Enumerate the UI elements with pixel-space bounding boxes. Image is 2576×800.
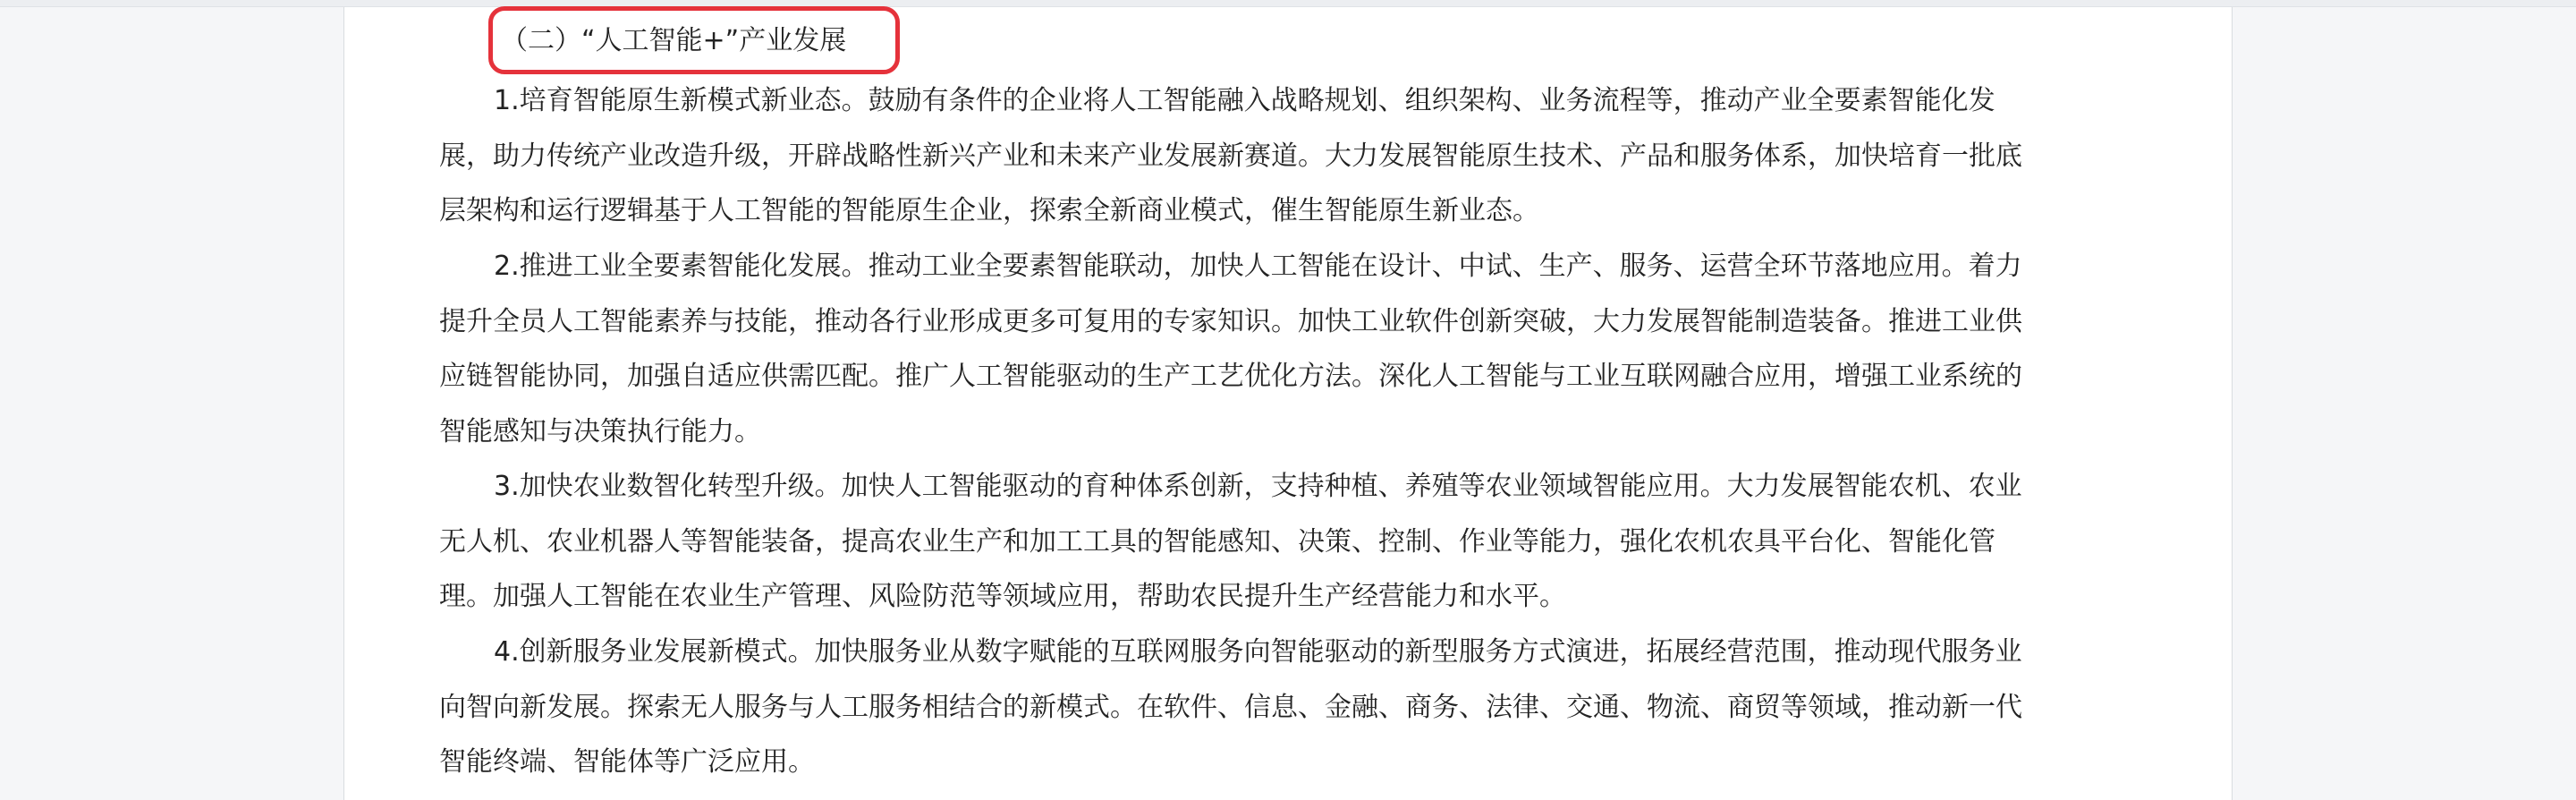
paragraph-line: 1.培育智能原生新模式新业态。鼓励有条件的企业将人工智能融入战略规划、组织架构、业务流程等，推动产业全要素智能化发 [494,85,1996,116]
paragraph-line: 2.推进工业全要素智能化发展。推动工业全要素智能联动，加快人工智能在设计、中试、生产、服务、运营全环节落地应用。着力 [494,251,2022,282]
section-heading: （二）“人工智能+”产业发展 [501,25,847,56]
paragraph-line: 展，助力传统产业改造升级，开辟战略性新兴产业和未来产业发展新赛道。大力发展智能原生技术、产品和服务体系，加快培育一批底 [439,140,2022,172]
paragraph-line: 提升全员人工智能素养与技能，推动各行业形成更多可复用的专家知识。加快工业软件创新突破，大力发展智能制造装备。推进工业供 [439,305,2022,337]
paragraph-3 [439,459,2130,625]
paragraph-line: 4.创新服务业发展新模式。加快服务业从数字赋能的互联网服务向智能驱动的新型服务方式演进，拓展经营范围，推动现代服务业 [494,636,2022,668]
paragraph-line: 向智向新发展。探索无人服务与人工服务相结合的新模式。在软件、信息、金融、商务、法律、交通、物流、商贸等领域，推动新一代 [439,691,2022,723]
paragraph-1 [439,73,2130,239]
paragraph-line: 应链智能协同，加强自适应供需匹配。推广人工智能驱动的生产工艺优化方法。深化人工智能与工业互联网融合应用，增强工业系统的 [439,361,2022,392]
paragraph-line: 无人机、农业机器人等智能装备，提高农业生产和加工工具的智能感知、决策、控制、作业等能力，强化农机农具平台化、智能化管 [439,525,1996,557]
paragraph-4 [439,625,2130,790]
paragraph-line: 智能终端、智能体等广泛应用。 [439,746,815,778]
paragraph-line: 理。加强人工智能在农业生产管理、风险防范等领域应用，帮助农民提升生产经营能力和水平。 [439,581,1566,612]
paragraph-line: 层架构和运行逻辑基于人工智能的智能原生企业，探索全新商业模式，催生智能原生新业态。 [439,195,1539,226]
paragraph-2 [439,239,2130,459]
top-rule [0,0,2576,7]
paragraph-line: 3.加快农业数智化转型升级。加快人工智能驱动的育种体系创新，支持种植、养殖等农业领域智能应用。大力发展智能农机、农业 [494,471,2022,502]
paragraph-line: 智能感知与决策执行能力。 [439,415,761,447]
